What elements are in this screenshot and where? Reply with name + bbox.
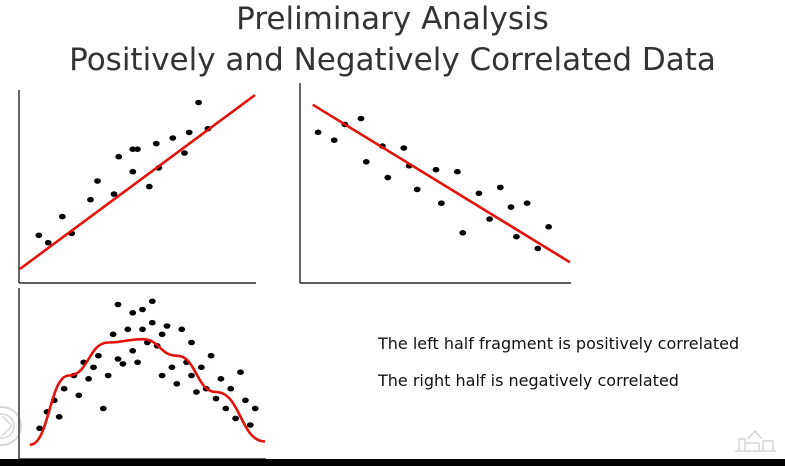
data-point — [169, 365, 176, 371]
data-point — [178, 327, 185, 333]
data-point — [164, 323, 171, 329]
data-point — [124, 327, 131, 333]
data-point — [237, 369, 244, 375]
data-point — [129, 348, 136, 354]
positive-correlation-plot — [19, 90, 256, 283]
data-point — [227, 386, 234, 392]
data-point — [59, 214, 66, 220]
data-point — [208, 353, 215, 359]
data-point — [110, 332, 117, 338]
data-point — [149, 320, 156, 326]
data-point — [159, 373, 166, 379]
data-point — [438, 200, 445, 206]
data-point — [139, 327, 146, 333]
building-logo-icon — [733, 427, 778, 453]
data-point — [242, 398, 249, 404]
data-point — [105, 373, 112, 379]
data-point — [188, 340, 195, 346]
data-point — [232, 416, 239, 422]
data-point — [459, 230, 466, 236]
data-point — [222, 406, 229, 412]
data-point — [198, 365, 205, 371]
data-point — [414, 187, 421, 193]
trend-line — [313, 105, 570, 263]
data-point — [545, 224, 552, 230]
data-point — [85, 376, 92, 382]
data-point — [315, 130, 322, 136]
data-point — [35, 233, 42, 239]
data-point — [186, 130, 193, 136]
data-point — [115, 356, 122, 362]
data-point — [87, 197, 94, 203]
data-point — [363, 159, 370, 165]
data-point — [513, 234, 520, 240]
data-point — [508, 204, 515, 210]
data-point — [188, 373, 195, 379]
data-point — [400, 145, 407, 151]
data-point — [129, 169, 136, 175]
data-point — [159, 332, 166, 338]
data-point — [331, 137, 338, 143]
data-point — [139, 307, 146, 313]
negative-correlation-plot — [300, 83, 571, 283]
data-point — [61, 386, 68, 392]
data-point — [129, 310, 136, 316]
data-point — [75, 393, 82, 399]
data-point — [534, 246, 541, 252]
data-point — [358, 116, 365, 122]
bottom-bar — [0, 459, 785, 466]
data-point — [173, 381, 180, 387]
data-point — [120, 361, 127, 367]
data-point — [181, 150, 188, 156]
data-point — [218, 376, 225, 382]
data-point — [524, 200, 531, 206]
slide-title-line-1: Preliminary Analysis — [236, 1, 549, 37]
data-point — [476, 191, 483, 197]
data-point — [56, 414, 63, 420]
curvilinear-plot — [19, 288, 266, 459]
data-point — [486, 216, 493, 222]
data-point — [95, 353, 102, 359]
data-point — [252, 406, 259, 412]
caption-positive: The left half fragment is positively correlated — [378, 334, 740, 353]
trend-curve — [30, 339, 265, 445]
data-point — [497, 185, 504, 191]
caption-negative: The right half is negatively correlated — [378, 371, 679, 390]
data-point — [134, 360, 141, 366]
data-point — [134, 146, 141, 152]
data-point — [45, 240, 52, 246]
data-point — [100, 406, 107, 412]
data-point — [195, 100, 202, 106]
data-point — [149, 299, 156, 305]
data-point — [384, 175, 391, 181]
data-point — [169, 135, 176, 141]
data-point — [146, 184, 153, 190]
data-point — [454, 169, 461, 175]
data-point — [433, 167, 440, 173]
trend-line — [20, 95, 255, 269]
data-point — [213, 396, 220, 402]
data-point — [90, 365, 97, 371]
data-point — [94, 178, 101, 184]
data-point — [115, 302, 122, 308]
data-point — [115, 154, 122, 160]
data-point — [153, 141, 160, 147]
slide-title-line-2: Positively and Negatively Correlated Data — [69, 42, 716, 78]
data-point — [247, 422, 254, 428]
university-seal-watermark — [0, 402, 22, 450]
data-point — [193, 389, 200, 395]
